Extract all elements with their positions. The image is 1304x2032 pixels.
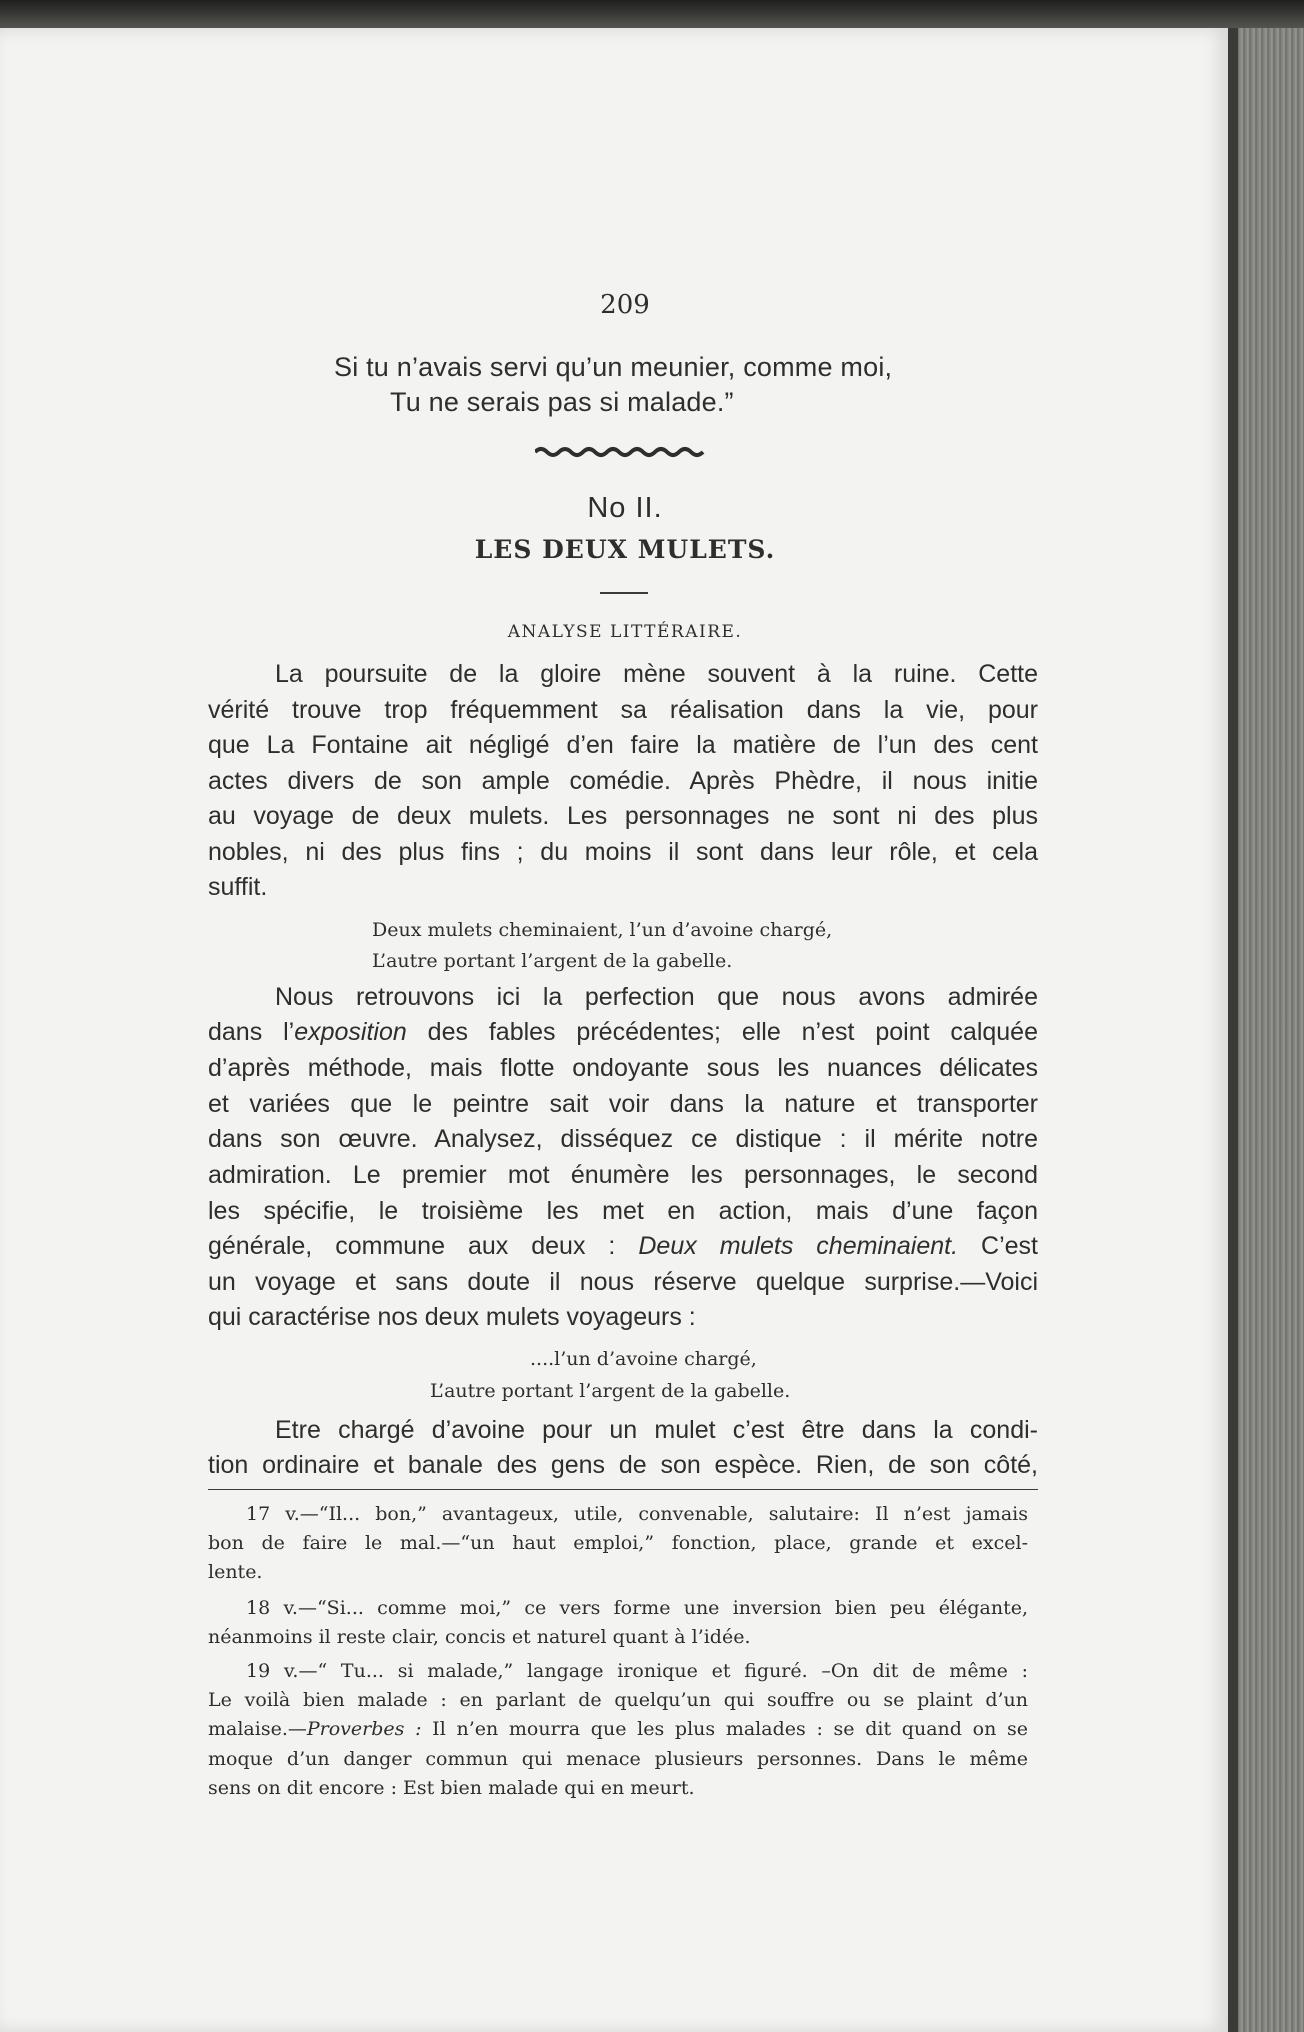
paragraph-line: et variées que le peintre sait voir dans la nature et transporter — [208, 1090, 1038, 1118]
ornament-divider — [535, 446, 710, 458]
footnote-line: néanmoins il reste clair, concis et naturel quant à l’idée. — [208, 1626, 751, 1648]
footnote-line: 18 v.—“Si... comme moi,” ce vers forme une inversion bien peu élégante, — [246, 1597, 1028, 1619]
paragraph-line: admiration. Le premier mot énumère les personnages, le second — [208, 1161, 1038, 1189]
quote-line: L’autre portant l’argent de la gabelle. — [430, 1380, 791, 1402]
book-page-edges — [1228, 28, 1304, 2032]
paragraph-line: nobles, ni des plus fins ; du moins il sont dans leur rôle, et cela — [208, 838, 1038, 866]
paragraph-line: dans l’exposition des fables précédentes; elle n’est point calquée — [208, 1018, 1038, 1046]
page-number: 209 — [600, 290, 650, 320]
paragraph-line: dans son œuvre. Analysez, disséquez ce distique : il mérite notre — [208, 1125, 1038, 1153]
verse-line: Si tu n’avais servi qu’un meunier, comme moi, — [334, 352, 893, 382]
paragraph-line: au voyage de deux mulets. Les personnages ne sont ni des plus — [208, 802, 1038, 830]
paragraph-line: actes divers de son ample comédie. Après Phèdre, il nous initie — [208, 767, 1038, 795]
paragraph-line: vérité trouve trop fréquemment sa réalisation dans la vie, pour — [208, 696, 1038, 724]
footnote-line: 17 v.—“Il... bon,” avantageux, utile, convenable, salutaire: Il n’est jamais — [246, 1503, 1028, 1525]
section-number: No II. — [587, 492, 663, 524]
footnote-line: sens on dit encore : Est bien malade qui en meurt. — [208, 1777, 695, 1799]
paragraph-line: suffit. — [208, 873, 268, 901]
quote-line: L’autre portant l’argent de la gabelle. — [372, 950, 733, 972]
footnote-line: Le voilà bien malade : en parlant de quelqu’un qui souffre ou se plaint d’un — [208, 1689, 1028, 1711]
section-title: LES DEUX MULETS. — [474, 535, 776, 564]
footnote-line: 19 v.—“ Tu... si malade,” langage ironique et figuré. –On dit de même : — [246, 1660, 1028, 1682]
footnote-line: malaise.—Proverbes : Il n’en mourra que les plus malades : se dit quand on se — [208, 1718, 1028, 1740]
paragraph-line: Etre chargé d’avoine pour un mulet c’est être dans la condi- — [275, 1416, 1038, 1444]
paragraph-line: que La Fontaine ait négligé d’en faire la matière de l’un des cent — [208, 731, 1038, 759]
paragraph-line: qui caractérise nos deux mulets voyageurs : — [208, 1303, 696, 1331]
paragraph-line: générale, commune aux deux : Deux mulets cheminaient. C’est — [208, 1232, 1038, 1260]
paragraph-line: La poursuite de la gloire mène souvent à la ruine. Cette — [275, 660, 1038, 688]
footnote-line: moque d’un danger commun qui menace plusieurs personnes. Dans le même — [208, 1748, 1028, 1770]
section-subtitle: ANALYSE LITTÉRAIRE. — [507, 622, 743, 642]
title-rule — [600, 592, 648, 594]
quote-line: ....l’un d’avoine chargé, — [530, 1348, 757, 1370]
paragraph-line: les spécifie, le troisième les met en action, mais d’une façon — [208, 1197, 1038, 1225]
footnote-line: bon de faire le mal.—“un haut emploi,” fonction, place, grande et excel- — [208, 1532, 1028, 1554]
quote-line: Deux mulets cheminaient, l’un d’avoine chargé, — [372, 919, 833, 941]
verse-line: Tu ne serais pas si malade.” — [390, 387, 734, 417]
footnote-line: lente. — [208, 1561, 263, 1583]
footnote-divider — [208, 1489, 1038, 1490]
paragraph-line: un voyage et sans doute il nous réserve quelque surprise.—Voici — [208, 1268, 1038, 1296]
paragraph-line: Nous retrouvons ici la perfection que nous avons admirée — [275, 983, 1038, 1011]
paragraph-line: d’après méthode, mais flotte ondoyante sous les nuances délicates — [208, 1054, 1038, 1082]
book-binding-shadow — [1228, 28, 1238, 2032]
paragraph-line: tion ordinaire et banale des gens de son espèce. Rien, de son côté, — [208, 1451, 1038, 1479]
